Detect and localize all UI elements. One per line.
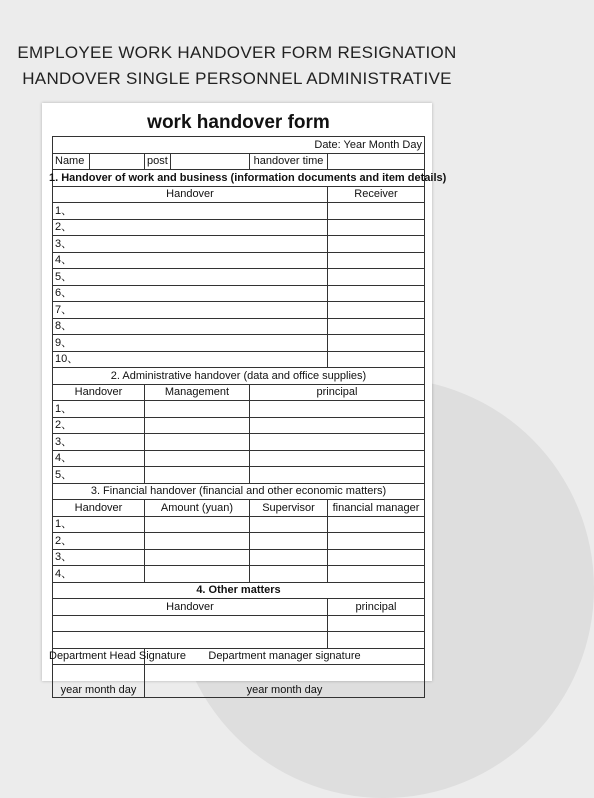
row-number[interactable]: 5、 — [53, 467, 145, 484]
row-number[interactable]: 2、 — [53, 417, 145, 434]
receiver-cell[interactable] — [328, 219, 425, 236]
financial-manager-cell[interactable] — [328, 516, 425, 533]
receiver-cell[interactable] — [328, 318, 425, 335]
principal-cell[interactable] — [250, 467, 425, 484]
page-header — [0, 40, 474, 92]
row-number[interactable]: 1、 — [53, 516, 145, 533]
name-field[interactable] — [90, 153, 145, 170]
dept-head-signature-date[interactable]: year month day — [53, 665, 145, 698]
table-row — [53, 236, 425, 253]
table-row — [53, 203, 425, 220]
form-sheet — [42, 103, 447, 696]
table-row — [53, 302, 425, 319]
section3-col-handover: Handover — [53, 500, 145, 517]
principal-cell[interactable] — [250, 434, 425, 451]
section3-title: 3. Financial handover (financial and other economic matters) — [53, 483, 425, 500]
section4-col-handover: Handover — [53, 599, 328, 616]
row-number[interactable]: 2、 — [53, 533, 145, 550]
table-row — [53, 450, 425, 467]
table-row — [53, 467, 425, 484]
table-row — [53, 632, 425, 649]
amount-cell[interactable] — [145, 566, 250, 583]
header-line-2: HANDOVER SINGLE PERSONNEL ADMINISTRATIVE — [22, 69, 452, 88]
receiver-cell[interactable] — [328, 252, 425, 269]
section4-col-principal: principal — [328, 599, 425, 616]
section2-col-principal: principal — [250, 384, 425, 401]
row-number[interactable]: 6、 — [53, 285, 328, 302]
handover-form-table — [49, 109, 447, 698]
table-row — [53, 533, 425, 550]
row-number[interactable]: 5、 — [53, 269, 328, 286]
row-number[interactable]: 4、 — [53, 566, 145, 583]
dept-head-signature-label: Department Head Signature — [53, 648, 145, 665]
name-label: Name — [53, 153, 90, 170]
row-number[interactable]: 1、 — [53, 401, 145, 418]
table-row — [53, 615, 425, 632]
row-number[interactable]: 3、 — [53, 236, 328, 253]
management-cell[interactable] — [145, 417, 250, 434]
financial-manager-cell[interactable] — [328, 566, 425, 583]
management-cell[interactable] — [145, 450, 250, 467]
principal-cell[interactable] — [250, 450, 425, 467]
table-row — [53, 516, 425, 533]
receiver-cell[interactable] — [328, 302, 425, 319]
other-principal-cell[interactable] — [328, 632, 425, 649]
receiver-cell[interactable] — [328, 236, 425, 253]
supervisor-cell[interactable] — [250, 566, 328, 583]
row-number[interactable]: 7、 — [53, 302, 328, 319]
financial-manager-cell[interactable] — [328, 533, 425, 550]
table-row — [53, 566, 425, 583]
amount-cell[interactable] — [145, 549, 250, 566]
section3-col-supervisor: Supervisor — [250, 500, 328, 517]
row-number[interactable]: 4、 — [53, 450, 145, 467]
row-number[interactable]: 3、 — [53, 434, 145, 451]
table-row — [53, 549, 425, 566]
other-handover-cell[interactable] — [53, 615, 328, 632]
financial-manager-cell[interactable] — [328, 549, 425, 566]
section2-col-management: Management — [145, 384, 250, 401]
row-number[interactable]: 3、 — [53, 549, 145, 566]
principal-cell[interactable] — [250, 401, 425, 418]
amount-cell[interactable] — [145, 533, 250, 550]
table-row — [53, 434, 425, 451]
management-cell[interactable] — [145, 467, 250, 484]
header-line-1: EMPLOYEE WORK HANDOVER FORM RESIGNATION — [17, 43, 457, 62]
row-number[interactable]: 8、 — [53, 318, 328, 335]
row-number[interactable]: 1、 — [53, 203, 328, 220]
row-number[interactable]: 10、 — [53, 351, 328, 368]
table-row — [53, 417, 425, 434]
date-line: Date: Year Month Day — [53, 137, 425, 154]
section4-title: 4. Other matters — [53, 582, 425, 599]
name-post-row — [53, 153, 425, 170]
receiver-cell[interactable] — [328, 285, 425, 302]
table-row — [53, 401, 425, 418]
amount-cell[interactable] — [145, 516, 250, 533]
handover-time-field[interactable] — [328, 153, 425, 170]
other-handover-cell[interactable] — [53, 632, 328, 649]
table-row — [53, 351, 425, 368]
table-row — [53, 219, 425, 236]
handover-time-label: handover time — [250, 153, 328, 170]
section3-col-amount: Amount (yuan) — [145, 500, 250, 517]
supervisor-cell[interactable] — [250, 516, 328, 533]
table-row — [53, 269, 425, 286]
supervisor-cell[interactable] — [250, 549, 328, 566]
post-field[interactable] — [171, 153, 250, 170]
supervisor-cell[interactable] — [250, 533, 328, 550]
receiver-cell[interactable] — [328, 351, 425, 368]
section2-col-handover: Handover — [53, 384, 145, 401]
row-number[interactable]: 9、 — [53, 335, 328, 352]
principal-cell[interactable] — [250, 417, 425, 434]
section1-col-receiver: Receiver — [328, 186, 425, 203]
table-row — [53, 318, 425, 335]
table-row — [53, 252, 425, 269]
row-number[interactable]: 2、 — [53, 219, 328, 236]
management-cell[interactable] — [145, 401, 250, 418]
dept-manager-signature-date[interactable]: year month day — [145, 665, 425, 698]
management-cell[interactable] — [145, 434, 250, 451]
receiver-cell[interactable] — [328, 203, 425, 220]
section3-col-financial-manager: financial manager — [328, 500, 425, 517]
section1-title: 1. Handover of work and business (information documents and item details) — [53, 170, 425, 187]
table-row — [53, 285, 425, 302]
row-number[interactable]: 4、 — [53, 252, 328, 269]
dept-manager-signature-label: Department manager signature — [145, 648, 425, 665]
table-row — [53, 335, 425, 352]
section1-col-handover: Handover — [53, 186, 328, 203]
section2-title: 2. Administrative handover (data and office supplies) — [53, 368, 425, 385]
form-title: work handover form — [147, 111, 330, 133]
other-principal-cell[interactable] — [328, 615, 425, 632]
receiver-cell[interactable] — [328, 335, 425, 352]
receiver-cell[interactable] — [328, 269, 425, 286]
post-label: post — [145, 153, 171, 170]
